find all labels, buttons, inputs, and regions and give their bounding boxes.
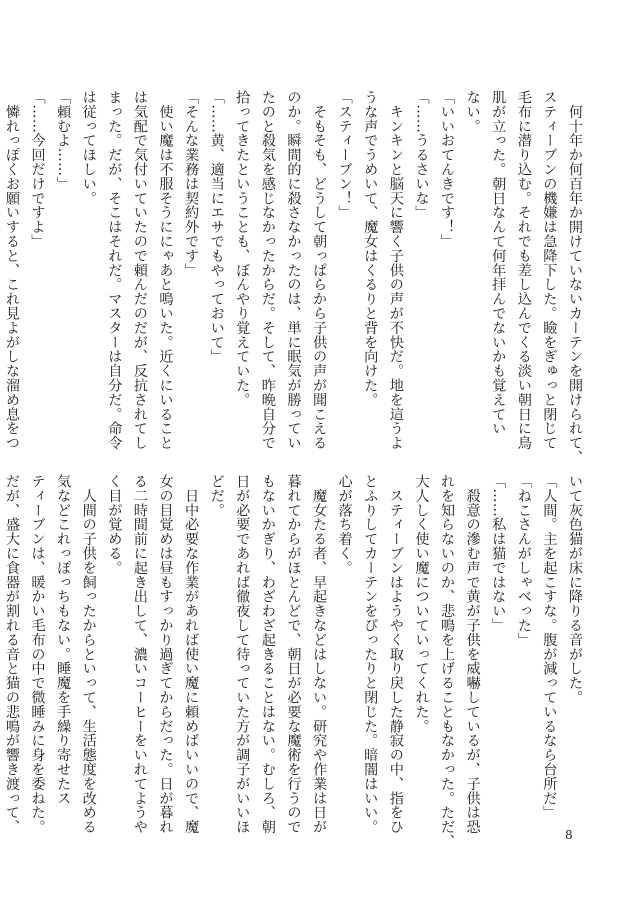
top-text-line: そもそも、どうして朝っぱらから子供の声が聞こえる xyxy=(311,90,328,450)
page-number: 8 xyxy=(565,828,573,842)
bottom-text-line: 暮れてからがほとんどで、朝日が必要な魔術を行うので xyxy=(285,474,302,834)
top-text-line: 「……黄、適当にエサでもやっておいて」 xyxy=(208,90,225,364)
top-text-line: 「頼むよ……」 xyxy=(55,90,72,191)
bottom-text-line: だが、盛大に食器が割れる音と猫の悲鳴が響き渡って、 xyxy=(3,474,20,834)
bottom-text-line: いて灰色猫が床に降りる音がした。 xyxy=(567,474,583,705)
top-text-line: まった。だが、そこはそれだ。マスターは自分だ。命令 xyxy=(106,90,123,450)
bottom-text-line: どだ。 xyxy=(208,474,225,518)
bottom-text-line: 「……私は猫ではない」 xyxy=(490,474,507,633)
bottom-text-line: る二時間前に起き出して、濃いコーヒーをいれてようや xyxy=(131,474,148,834)
bottom-text-line: 魔女たる者、早起きなどはしない。研究や作業は日が xyxy=(311,474,328,834)
top-text-line: スティーブンの機嫌は急降下した。瞼をぎゅっと閉じて xyxy=(541,90,558,450)
top-text-line: 「スティーブン！」 xyxy=(336,90,353,220)
bottom-text-line: スティーブンはようやく取り戻した静寂の中、指をひ xyxy=(387,474,404,834)
bottom-text-line: 人間の子供を飼ったからといって、生活態度を改める xyxy=(80,474,97,834)
top-text-line: は気配で気付いていたので頼んだのだが、反抗されてし xyxy=(131,90,148,450)
top-text-line: 「……今回だけですよ」 xyxy=(29,90,46,249)
top-text-line: ない。 xyxy=(464,90,481,134)
top-text-line: 憐れっぽくお願いすると、これ見よがしな溜め息をつ xyxy=(3,90,20,450)
bottom-text-block xyxy=(0,474,587,849)
bottom-text-line: 日中必要な作業があれば使い魔に頼めばいいので、魔 xyxy=(183,474,200,834)
bottom-text-line: 大人しく使い魔についていってくれた。 xyxy=(413,474,430,734)
top-text-line: は従ってほしい。 xyxy=(80,90,97,206)
bottom-text-line: れを知らないのか、悲鳴を上げることもなかった。ただ、 xyxy=(439,474,456,849)
bottom-text-line: ティーブンは、暖かい毛布の中で微睡みに身を委ねた。 xyxy=(29,474,46,834)
top-text-line: たのと殺気を感じなかったからだ。そして、昨晩自分で xyxy=(259,90,276,450)
top-text-line: 肌が立った。朝日なんて何年拝んでないかも覚えてい xyxy=(490,90,507,436)
top-text-line: 何十年か何百年か開けていないカーテンを開けられて、 xyxy=(567,90,583,465)
bottom-text-line: 「人間。主を起こすな。腹が減っているなら台所だ」 xyxy=(541,474,558,820)
bottom-text-line: 心が落ち着く。 xyxy=(336,474,353,575)
bottom-text-line: とふりしてカーテンをぴったりと閉じた。暗闇はいい。 xyxy=(362,474,379,834)
top-text-line: 使い魔は不服そうににゃあと鳴いた。近くにいること xyxy=(157,90,174,450)
bottom-text-line: 気などこれっぽっちもない。睡魔を手繰り寄せたス xyxy=(55,474,72,806)
bottom-text-line: 「ねこさんがしゃべった」 xyxy=(515,474,532,647)
top-text-line: キンキンと脳天に響く子供の声が不快だ。地を這うよ xyxy=(387,90,404,450)
top-text-line: 拾ってきたということも、ぼんやり覚えていた。 xyxy=(234,90,251,407)
bottom-text-line: く目が覚める。 xyxy=(106,474,123,575)
top-text-line: 「いいおてんきです！」 xyxy=(439,90,456,249)
top-text-line: 「……うるさいな」 xyxy=(413,90,430,220)
bottom-text-line: 日が必要であれば徹夜して待っていた方が調子がいいほ xyxy=(234,474,251,834)
bottom-text-line: 女の目覚めは昼もすっかり過ぎてからだった。日が暮れ xyxy=(157,474,174,834)
top-text-line: のか。瞬間的に殺さなかったのは、単に眠気が勝ってい xyxy=(285,90,302,450)
top-text-line: 毛布に潜り込む。それでも差し込んでくる淡い朝日に鳥 xyxy=(515,90,532,450)
top-text-line: 「そんな業務は契約外です」 xyxy=(183,90,200,278)
top-text-block xyxy=(0,90,587,465)
top-text-line: うな声でうめいて、魔女はくるりと背を向けた。 xyxy=(362,90,379,407)
bottom-text-line: もないかぎり、わざわざ起きることはない。むしろ、朝 xyxy=(259,474,276,834)
bottom-text-line: 殺意の滲む声で黄が子供を威嚇しているが、子供は恐 xyxy=(464,474,481,834)
